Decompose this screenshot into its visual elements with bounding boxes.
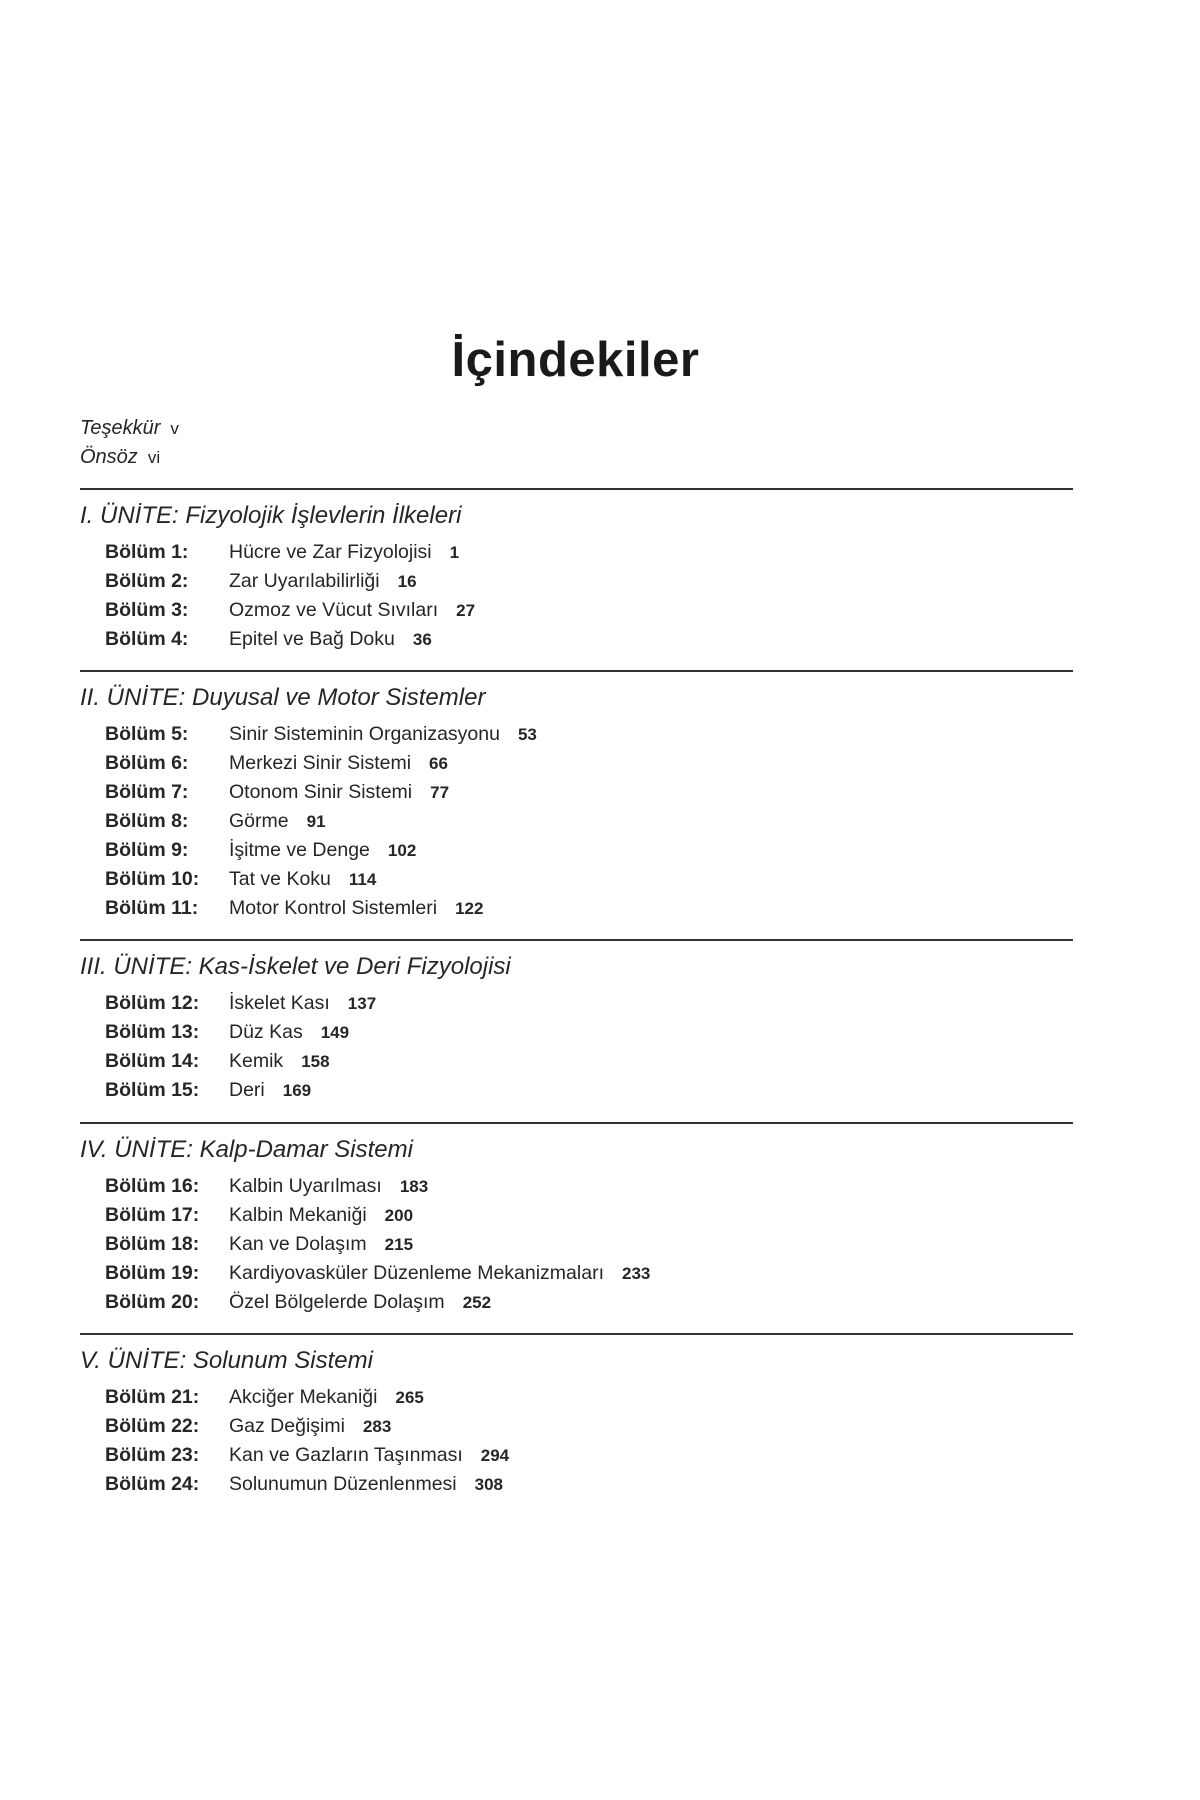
unit-title: II. ÜNİTE: Duyusal ve Motor Sistemler (80, 684, 486, 711)
chapter-label: Bölüm 7: (105, 781, 189, 803)
chapter-row[interactable] (80, 778, 1073, 807)
unit-section (80, 939, 1073, 1105)
chapter-label: Bölüm 19: (105, 1262, 200, 1284)
chapter-label: Bölüm 8: (105, 810, 189, 832)
chapter-row[interactable] (80, 1412, 1073, 1441)
chapter-label: Bölüm 2: (105, 570, 189, 592)
chapter-page: 215 (384, 1235, 414, 1254)
chapter-row[interactable] (80, 1383, 1073, 1412)
chapter-page: 1 (449, 543, 460, 562)
unit-divider (80, 1122, 1073, 1124)
chapter-page: 308 (474, 1475, 504, 1494)
chapter-title: Epitel ve Bağ Doku (229, 628, 395, 650)
chapter-page: 36 (412, 630, 432, 649)
chapter-page: 66 (429, 754, 448, 773)
chapter-page: 77 (430, 783, 450, 802)
unit-section (80, 488, 1073, 654)
chapter-row[interactable] (80, 596, 1073, 625)
chapter-page: 149 (320, 1023, 350, 1042)
chapter-row[interactable] (80, 1230, 1073, 1259)
chapter-row[interactable] (80, 720, 1073, 749)
chapter-title: Kan ve Dolaşım (229, 1233, 367, 1255)
chapter-label: Bölüm 21: (105, 1386, 200, 1408)
chapter-row[interactable] (80, 807, 1073, 836)
unit-title: I. ÜNİTE: Fizyolojik İşlevlerin İlkeleri (80, 502, 462, 529)
chapter-label: Bölüm 12: (105, 992, 200, 1014)
unit-title: IV. ÜNİTE: Kalp-Damar Sistemi (80, 1136, 413, 1163)
chapter-title: Tat ve Koku (229, 868, 331, 890)
unit-divider (80, 1333, 1073, 1335)
chapter-label: Bölüm 14: (105, 1050, 200, 1072)
chapter-page: 294 (480, 1446, 510, 1465)
chapter-label: Bölüm 3: (105, 599, 189, 621)
chapter-label: Bölüm 4: (105, 628, 189, 650)
chapter-page: 265 (395, 1388, 424, 1407)
chapter-label: Bölüm 11: (105, 897, 199, 919)
unit-section (80, 1122, 1073, 1317)
chapter-label: Bölüm 15: (105, 1079, 200, 1101)
chapter-label: Bölüm 16: (105, 1175, 200, 1197)
chapter-row[interactable] (80, 625, 1073, 654)
chapter-page: 91 (306, 812, 326, 831)
chapter-list (80, 1172, 1073, 1317)
chapter-title: Kemik (229, 1050, 284, 1072)
chapter-title: Otonom Sinir Sistemi (229, 781, 413, 803)
front-matter-item[interactable] (80, 414, 179, 443)
chapter-row[interactable] (80, 1259, 1073, 1288)
chapter-row[interactable] (80, 1076, 1073, 1105)
chapter-page: 137 (347, 994, 377, 1013)
chapter-title: İskelet Kası (229, 992, 330, 1014)
chapter-title: Sinir Sisteminin Organizasyonu (229, 723, 500, 745)
chapter-list (80, 720, 1073, 923)
chapter-label: Bölüm 22: (105, 1415, 200, 1437)
chapter-title: Kalbin Mekaniği (229, 1204, 367, 1226)
chapter-label: Bölüm 9: (105, 839, 189, 861)
chapter-row[interactable] (80, 1470, 1073, 1499)
chapter-row[interactable] (80, 1201, 1073, 1230)
front-matter-page: vi (147, 448, 161, 467)
chapter-title: Gaz Değişimi (229, 1415, 345, 1437)
chapter-title: Görme (229, 810, 289, 832)
unit-title: III. ÜNİTE: Kas-İskelet ve Deri Fizyolojisi (80, 953, 511, 980)
chapter-title: Hücre ve Zar Fizyolojisi (229, 541, 432, 563)
chapter-page: 200 (384, 1206, 414, 1225)
chapter-row[interactable] (80, 567, 1073, 596)
chapter-title: Kardiyovasküler Düzenleme Mekanizmaları (229, 1262, 604, 1284)
chapter-page: 53 (517, 725, 537, 744)
chapter-label: Bölüm 18: (105, 1233, 200, 1255)
chapter-title: İşitme ve Denge (229, 839, 370, 861)
front-matter (80, 414, 179, 472)
unit-divider (80, 488, 1073, 490)
chapter-title: Özel Bölgelerde Dolaşım (229, 1291, 445, 1313)
front-matter-label: Önsöz (80, 446, 138, 468)
chapter-page: 233 (622, 1264, 651, 1283)
front-matter-item[interactable] (80, 443, 179, 472)
chapter-label: Bölüm 10: (105, 868, 200, 890)
chapter-label: Bölüm 1: (105, 541, 189, 563)
chapter-title: Deri (229, 1079, 265, 1101)
chapter-page: 183 (399, 1177, 429, 1196)
chapter-page: 158 (301, 1052, 330, 1071)
page-title: İçindekiler (451, 333, 700, 387)
front-matter-label: Teşekkür (80, 417, 161, 439)
chapter-row[interactable] (80, 1047, 1073, 1076)
chapter-row[interactable] (80, 1018, 1073, 1047)
chapter-label: Bölüm 20: (105, 1291, 200, 1313)
chapter-title: Akciğer Mekaniği (229, 1386, 378, 1408)
chapter-label: Bölüm 17: (105, 1204, 200, 1226)
chapter-row[interactable] (80, 836, 1073, 865)
chapter-label: Bölüm 13: (105, 1021, 200, 1043)
chapter-title: Kalbin Uyarılması (229, 1175, 382, 1197)
chapter-row[interactable] (80, 1441, 1073, 1470)
chapter-list (80, 538, 1073, 654)
chapter-page: 283 (362, 1417, 392, 1436)
chapter-row[interactable] (80, 989, 1073, 1018)
chapter-page: 252 (462, 1293, 492, 1312)
chapter-page: 114 (348, 870, 377, 889)
chapter-page: 122 (455, 899, 484, 918)
chapter-title: Ozmoz ve Vücut Sıvıları (229, 599, 439, 621)
chapter-label: Bölüm 5: (105, 723, 189, 745)
chapter-page: 102 (387, 841, 417, 860)
chapter-title: Motor Kontrol Sistemleri (229, 897, 438, 919)
chapter-page: 16 (397, 572, 417, 591)
unit-title: V. ÜNİTE: Solunum Sistemi (80, 1347, 373, 1374)
chapter-row[interactable] (80, 865, 1073, 894)
chapter-page: 27 (456, 601, 476, 620)
chapter-label: Bölüm 23: (105, 1444, 200, 1466)
chapter-label: Bölüm 6: (105, 752, 189, 774)
chapter-list (80, 1383, 1073, 1499)
chapter-page: 169 (282, 1081, 312, 1100)
chapter-row[interactable] (80, 749, 1073, 778)
unit-divider (80, 670, 1073, 672)
chapter-row[interactable] (80, 1172, 1073, 1201)
unit-section (80, 670, 1073, 923)
unit-section (80, 1333, 1073, 1499)
chapter-title: Kan ve Gazların Taşınması (229, 1444, 463, 1466)
chapter-row[interactable] (80, 894, 1073, 923)
chapter-row[interactable] (80, 1288, 1073, 1317)
chapter-label: Bölüm 24: (105, 1473, 200, 1495)
front-matter-page: v (170, 419, 179, 438)
chapter-title: Merkezi Sinir Sistemi (229, 752, 412, 774)
chapter-list (80, 989, 1073, 1105)
chapter-title: Zar Uyarılabilirliği (229, 570, 380, 592)
chapter-title: Solunumun Düzenlenmesi (229, 1473, 457, 1495)
chapter-title: Düz Kas (229, 1021, 303, 1043)
unit-divider (80, 939, 1073, 941)
chapter-row[interactable] (80, 538, 1073, 567)
